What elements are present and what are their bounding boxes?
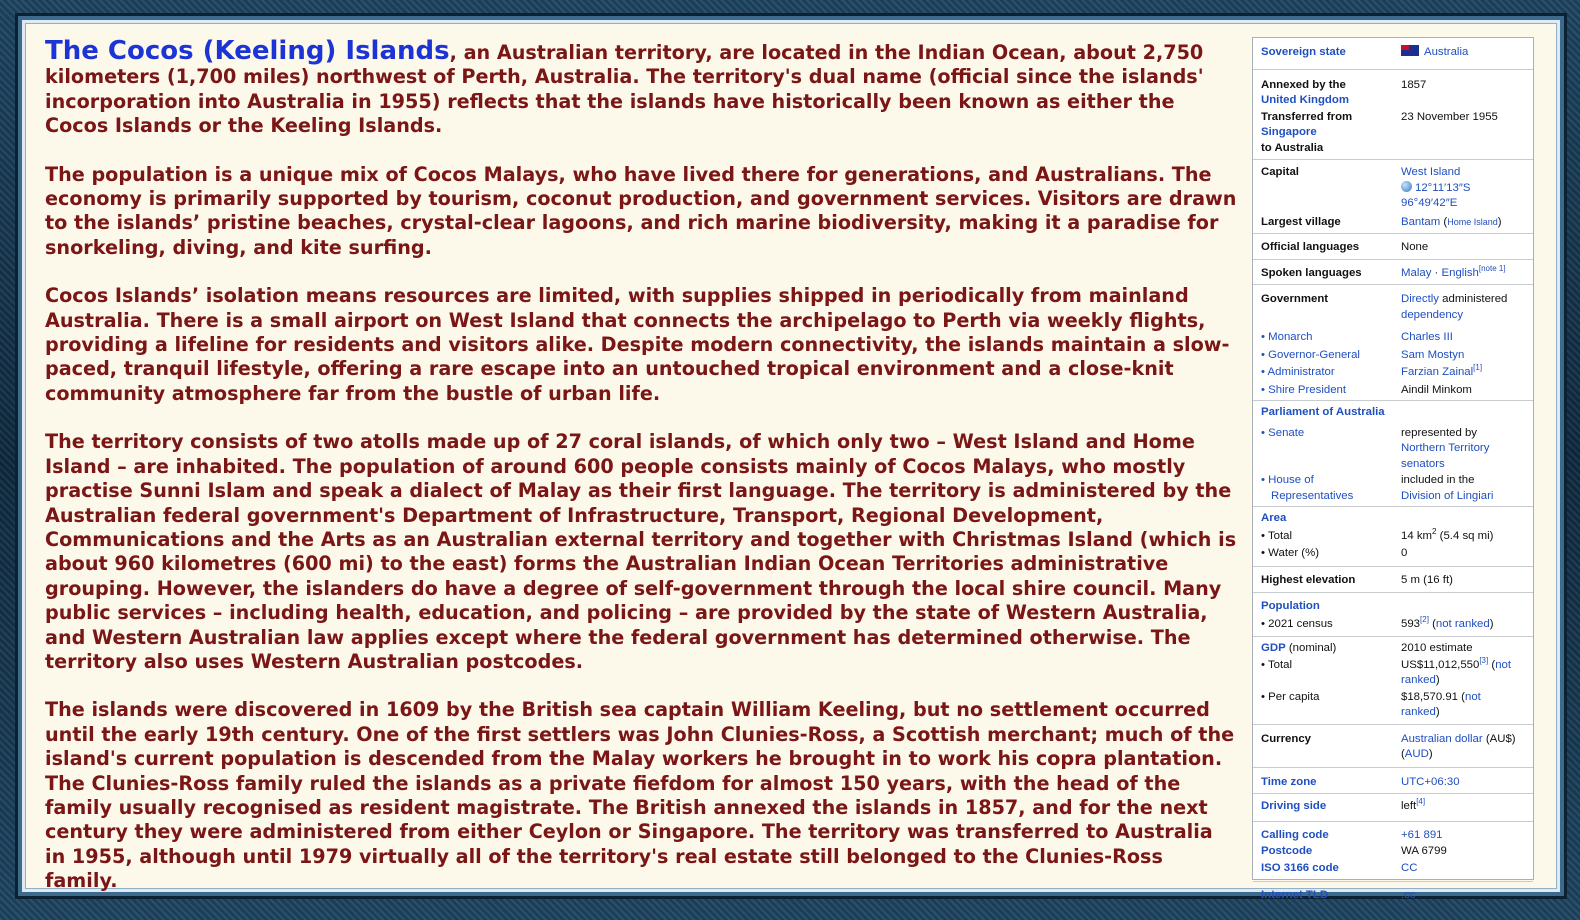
australia-flag-icon [1401, 45, 1419, 56]
tld-value[interactable]: .cc [1401, 889, 1416, 901]
largest-label: Largest village [1261, 215, 1341, 228]
shire-label[interactable]: • Shire President [1261, 383, 1347, 396]
gg-value[interactable]: Sam Mostyn [1401, 348, 1465, 361]
spoken-label: Spoken languages [1261, 266, 1362, 279]
currency-value[interactable]: Australian dollar [1401, 732, 1483, 745]
gdp-value: 2010 estimate [1401, 642, 1473, 654]
article-text [45, 36, 1237, 918]
annexed-label: Annexed by the [1261, 78, 1346, 91]
infobox-row-house: • House of Representatives included in the Division of Lingiari [1253, 473, 1533, 504]
spoken-english[interactable]: English [1441, 266, 1479, 279]
infobox-row-census: • 2021 census 593[2] (not ranked) [1261, 614, 1494, 630]
infobox-row-elevation: Highest elevation 5 m (16 ft) [1253, 573, 1533, 589]
gdp-total-value: US$11,012,550 [1401, 658, 1480, 671]
driving-value: left [1401, 800, 1417, 812]
infobox [1252, 37, 1534, 901]
transferred-label-end: to Australia [1261, 141, 1324, 154]
timezone-label[interactable]: Time zone [1261, 775, 1317, 788]
timezone-value[interactable]: UTC+06:30 [1401, 775, 1460, 788]
admin-label[interactable]: • Administrator [1261, 366, 1335, 378]
infobox-row-calling [1253, 828, 1533, 844]
elevation-value: 5 m (16 ft) [1401, 573, 1453, 586]
infobox-row-currency: Currency Australian dollar (AU$) (AUD) [1261, 732, 1516, 760]
area-label[interactable]: Area [1261, 512, 1287, 524]
transferred-value: 23 November 1955 [1401, 110, 1498, 123]
content-panel [22, 20, 1560, 901]
infobox-row-area [1253, 511, 1533, 527]
senate-nt-link[interactable]: Northern Territory [1401, 442, 1490, 454]
paragraph-1 [45, 36, 1237, 139]
shire-value: Aindil Minkom [1401, 383, 1472, 396]
census-value: 593 [1401, 617, 1421, 630]
paragraph-2: The population is a unique mix of Cocos Malays, who have lived there for generations, and Australians. The economy is primarily supported by tourism, coconut production, and government services. Visitors are drawn to the islands’ pristine beaches, crystal-clear lagoons, and rich marine biodiversity, making it a paradise for snorkeling, diving, and kite surfing. [45, 162, 1237, 259]
postcode-value: WA 6799 [1401, 845, 1447, 857]
infobox-row-driving: Driving side left[4] [1253, 799, 1533, 815]
tld-label[interactable]: Internet TLD [1261, 889, 1329, 901]
iso-label[interactable]: ISO 3166 code [1261, 861, 1339, 874]
infobox-row-area-total: • Total 14 $km^2$ (5.4 sq mi) [1261, 526, 1494, 542]
admin-value[interactable]: Farzian Zainal [1401, 366, 1474, 378]
spoken-malay[interactable]: Malay [1401, 266, 1432, 279]
infobox-row-shire [1253, 383, 1533, 399]
gdp-link[interactable]: GDP [1261, 642, 1286, 654]
infobox-row-timezone [1253, 775, 1533, 791]
capital-coord-1[interactable]: 12°11′13″S [1415, 181, 1471, 194]
infobox-row-gdp-total: • Total US$11,012,550[3] (not ranked) [1261, 655, 1512, 686]
currency-code[interactable]: AUD [1404, 748, 1429, 760]
official-label: Official languages [1261, 241, 1360, 253]
infobox-row-official [1253, 240, 1533, 256]
government-directly[interactable]: Directly [1401, 293, 1439, 305]
water-value: 0 [1401, 547, 1408, 559]
infobox-row-largest: Largest village Bantam (Home Island) [1253, 215, 1533, 231]
infobox-row-parliament [1253, 405, 1533, 421]
infobox-row-capital [1253, 165, 1533, 212]
largest-note[interactable]: Home Island [1447, 216, 1498, 227]
infobox-row-transferred [1253, 110, 1533, 157]
government-dependency[interactable]: dependency [1401, 308, 1464, 321]
calling-label[interactable]: Calling code [1261, 828, 1329, 841]
sovereign-value[interactable]: Australia [1424, 46, 1469, 58]
spoken-note[interactable]: [note 1] [1478, 263, 1506, 273]
postcode-label[interactable]: Postcode [1261, 845, 1313, 857]
annexed-uk-link[interactable]: United Kingdom [1261, 94, 1349, 106]
largest-value[interactable]: Bantam [1401, 215, 1441, 228]
capital-value[interactable]: West Island [1401, 166, 1461, 178]
house-label[interactable]: • House of [1261, 474, 1314, 486]
infobox-row-tld [1253, 888, 1533, 904]
infobox-row-government: Government Directly administered dependency [1253, 292, 1533, 323]
infobox-row-water: • Water (%) 0 [1253, 546, 1533, 562]
paragraph-4: The territory consists of two atolls made up of 27 coral islands, of which only two – West Island and Home Island – are inhabited. The population of around 600 people consists mainly of Cocos Malays, who mostly practise Sunni Islam and speak a dialect of Malay as their first language. The territory is administered by the Australian federal government's Department of Infrastructure, Transport, Regional Development, Communications and the Arts as an Australian external territory and together with Christmas Island (which is about 960 kilometres (600 mi) to the east) forms the Australian Indian Ocean Territories administrative grouping. However, the islanders do have a degree of self-government through the local shire council. Many public services – including health, education, and policing – are provided by the state of Western Australia, and Western Australian law applies except where the federal government has determined otherwise. The territory also uses Western Australian postcodes. [45, 430, 1237, 673]
infobox-row-iso [1253, 861, 1533, 877]
globe-icon [1401, 181, 1412, 192]
monarch-label[interactable]: • Monarch [1261, 331, 1313, 343]
paragraph-3: Cocos Islands’ isolation means resources are limited, with supplies shipped in periodically from mainland Australia. There is a small airport on West Island that connects the archipelago to Perth via weekly flights, providing a lifeline for residents and visitors alike. Despite modern connectivity, the islands maintain a slow-paced, tranquil lifestyle, offering a rare escape into an untouched tropical environment and a close-knit community atmosphere far from the bustle of urban life. [45, 284, 1230, 405]
infobox-row-gdp-pc: • Per capita $18,570.91 (not ranked) [1261, 690, 1481, 718]
infobox-row-admin: • Administrator Farzian Zainal[1] [1253, 365, 1533, 381]
paragraph-1-text: , an Australian territory, are located in the Indian Ocean, about 2,750 kilometers (1,700 miles) northwest of Perth, Australia. The territory's dual name (official since the islands' incorporation into Australia in 1955) reflects that the islands have historically been known as either the Cocos Islands or the Keeling Islands. [45, 41, 1204, 138]
monarch-value[interactable]: Charles III [1401, 331, 1453, 343]
infobox-row-postcode [1253, 844, 1533, 860]
gg-label[interactable]: • Governor-General [1261, 348, 1360, 361]
house-division-link[interactable]: Division of Lingiari [1401, 489, 1494, 502]
capital-coord-2[interactable]: 96°49′42″E [1401, 197, 1458, 209]
annexed-value: 1857 [1401, 78, 1427, 91]
infobox-row-senate: • Senate represented by Northern Territory senators [1253, 426, 1533, 473]
infobox-row-gdp: GDP (nominal) 2010 estimate [1253, 641, 1533, 657]
infobox-row-monarch [1253, 330, 1533, 346]
transferred-singapore-link[interactable]: Singapore [1261, 126, 1317, 138]
infobox-row-sovereign [1253, 45, 1533, 61]
government-label: Government [1261, 293, 1329, 305]
infobox-row-annexed [1253, 78, 1533, 109]
paragraph-5: The islands were discovered in 1609 by the British sea captain William Keeling, but no settlement occurred until the early 19th century. One of the first settlers was John Clunies-Ross, a Scottish merchant; much of the island's current population is descended from the Malay workers he brought in to work his copra plantation. The Clunies-Ross family ruled the islands as a private fiefdom for almost 150 years, with the head of the family usually recognised as resident magistrate. The British annexed the islands in 1857, and for the next century they were administered from either Ceylon or Singapore. The territory was transferred to Australia in 1955, although until 1979 virtually all of the territory's real estate still belonged to the Clunies-Ross family. [45, 698, 1235, 893]
transferred-label: Transferred from [1261, 110, 1353, 123]
infobox-row-spoken: Spoken languages Malay · English[note 1] [1253, 266, 1533, 282]
calling-value[interactable]: +61 891 [1401, 828, 1443, 841]
infobox-row-gg [1253, 348, 1533, 364]
senate-label[interactable]: • Senate [1261, 426, 1305, 439]
population-label[interactable]: Population [1261, 600, 1320, 612]
iso-value[interactable]: CC [1401, 861, 1418, 874]
infobox-row-population [1253, 599, 1533, 615]
parliament-label[interactable]: Parliament of Australia [1261, 406, 1385, 418]
driving-label[interactable]: Driving side [1261, 800, 1327, 812]
official-value: None [1401, 241, 1429, 253]
article-title: The Cocos (Keeling) Islands [45, 36, 450, 66]
gdp-pc-value: $18,570.91 [1401, 690, 1459, 703]
sovereign-label[interactable]: Sovereign state [1261, 46, 1346, 58]
area-total-value: 14 km [1401, 529, 1433, 542]
capital-label: Capital [1261, 166, 1299, 178]
